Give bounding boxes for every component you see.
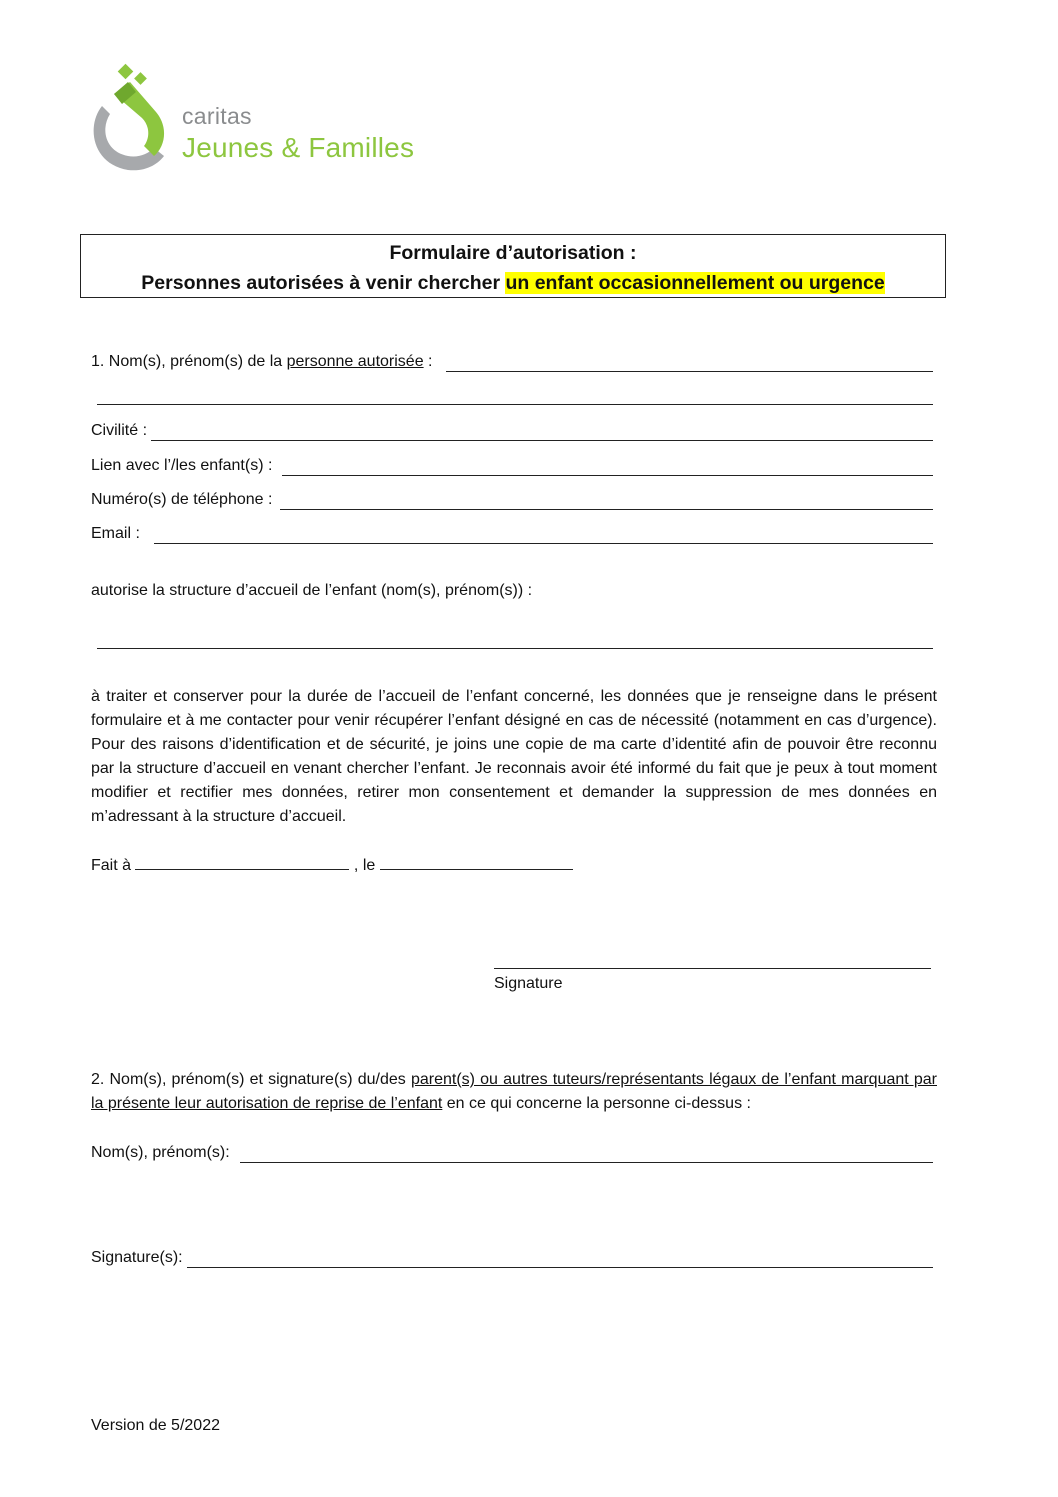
form-title-line1: Formulaire d’autorisation : xyxy=(389,242,637,264)
authorized-person-name-row xyxy=(91,350,933,372)
child-name-field[interactable] xyxy=(97,648,933,649)
form-title-plain: Personnes autorisées à venir chercher xyxy=(141,272,506,294)
email-row xyxy=(91,522,933,544)
caritas-logo xyxy=(88,60,448,180)
guardian-names-label: Nom(s), prénom(s): xyxy=(91,1144,230,1161)
fait-label: Fait à xyxy=(91,857,132,874)
form-title-line2 xyxy=(81,268,945,298)
version-footer: Version de 5/2022 xyxy=(91,1417,220,1434)
authorize-structure-text: autorise la structure d’accueil de l’enfant (nom(s), prénom(s)) : xyxy=(91,582,533,599)
logo-caritas-text: caritas xyxy=(182,103,252,129)
section2-intro: 2. Nom(s), prénom(s) et signature(s) du/des parent(s) ou autres tuteurs/représentants légaux de l’enfant marquant par la présente leur autorisation de reprise de l’enfant en ce qui concerne la personne ci-dessus : xyxy=(91,1071,937,1112)
consent-paragraph: à traiter et conserver pour la durée de l’accueil de l’enfant concerné, les données que je renseigne dans le présent formulaire et à me contacter pour venir récupérer l’enfant désigné en cas de nécessité (notamment en cas d’urgence). Pour des raisons d’identification et de sécurité, je joins une copie de ma carte d’identité afin de pouvoir être reconnu par la structure d’accueil en venant chercher l’enfant. Je reconnais avoir été informé du fait que je peux à tout moment modifier et rectifier mes données, retirer mon consentement et demander la suppression de mes données en m’adressant à la structure d’accueil. xyxy=(91,688,937,825)
authorized-person-name-field-continued[interactable] xyxy=(97,404,933,405)
authorized-person-name-label: 1. Nom(s), prénom(s) de la personne autorisée : xyxy=(91,353,433,370)
caritas-logo-mark xyxy=(88,60,178,178)
form-title-box xyxy=(80,234,946,298)
guardian-names-field[interactable] xyxy=(240,1146,933,1163)
relationship-row xyxy=(91,454,933,476)
authorized-person-name-field[interactable] xyxy=(446,355,933,372)
telephone-row xyxy=(91,488,933,510)
signature-line[interactable] xyxy=(494,968,931,969)
civilite-label: Civilité : xyxy=(91,422,148,439)
civilite-row xyxy=(91,419,933,441)
guardian-signatures-field[interactable] xyxy=(187,1251,933,1268)
guardian-signatures-label: Signature(s): xyxy=(91,1249,183,1266)
guardian-signatures-row xyxy=(91,1246,933,1268)
place-field[interactable] xyxy=(135,853,349,870)
email-field[interactable] xyxy=(154,527,933,544)
place-date-row xyxy=(91,853,937,878)
email-label: Email : xyxy=(91,525,140,542)
date-field[interactable] xyxy=(380,853,573,870)
logo-jeunes-familles-text: Jeunes & Familles xyxy=(182,132,415,163)
civilite-field[interactable] xyxy=(151,424,933,441)
guardian-names-row xyxy=(91,1141,933,1163)
relationship-label: Lien avec l’/les enfant(s) : xyxy=(91,457,273,474)
form-title-highlight: un enfant occasionnellement ou urgence xyxy=(505,272,885,294)
telephone-label: Numéro(s) de téléphone : xyxy=(91,491,273,508)
relationship-field[interactable] xyxy=(282,459,933,476)
date-label: , le xyxy=(353,857,376,874)
signature-label: Signature xyxy=(494,975,563,992)
telephone-field[interactable] xyxy=(280,493,933,510)
